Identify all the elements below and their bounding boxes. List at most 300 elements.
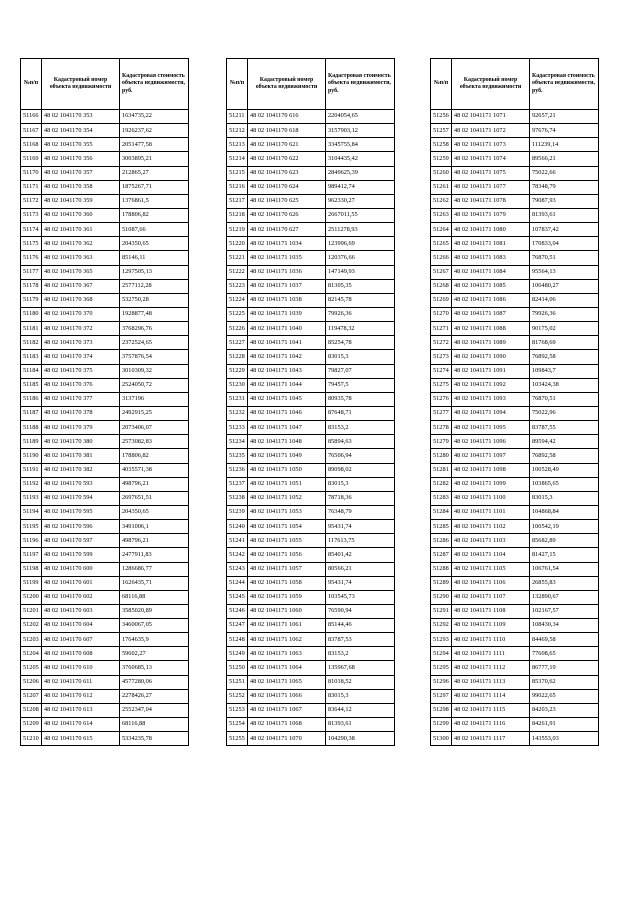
cell-cadastral-number: 48 02 1041170 380 bbox=[42, 435, 120, 449]
table-row bbox=[227, 647, 395, 661]
cell-cadastral-number: 48 02 1041170 603 bbox=[42, 604, 120, 618]
cell-cadastral-value: 170833,04 bbox=[530, 237, 599, 251]
cell-cadastral-value: 85401,42 bbox=[326, 548, 395, 562]
table-row bbox=[227, 463, 395, 477]
table-row bbox=[431, 661, 599, 675]
cell-cadastral-value: 1764635,9 bbox=[120, 633, 189, 647]
cell-row-number: 51252 bbox=[227, 689, 248, 703]
cell-cadastral-value: 83787,55 bbox=[530, 421, 599, 435]
cell-cadastral-number: 48 02 1041171 1056 bbox=[248, 548, 326, 562]
cell-row-number: 51267 bbox=[431, 265, 452, 279]
cell-row-number: 51240 bbox=[227, 520, 248, 534]
table-row bbox=[431, 110, 599, 124]
cell-cadastral-value: 89566,21 bbox=[530, 152, 599, 166]
cell-cadastral-value: 5334235,78 bbox=[120, 732, 189, 746]
header-cadastral-number: Кадастровый номер объекта недвижимости bbox=[42, 59, 120, 110]
cell-cadastral-number: 48 02 1041171 1094 bbox=[452, 406, 530, 420]
table-row bbox=[227, 110, 395, 124]
cell-cadastral-number: 48 02 1041171 1071 bbox=[452, 110, 530, 124]
table-row bbox=[431, 689, 599, 703]
cell-cadastral-value: 83787,53 bbox=[326, 633, 395, 647]
cell-cadastral-value: 119478,32 bbox=[326, 322, 395, 336]
table-row bbox=[227, 520, 395, 534]
cell-cadastral-value: 204350,65 bbox=[120, 237, 189, 251]
cell-cadastral-value: 78348,79 bbox=[530, 180, 599, 194]
table-row bbox=[227, 562, 395, 576]
cell-cadastral-value: 135967,68 bbox=[326, 661, 395, 675]
cell-cadastral-number: 48 02 1041170 625 bbox=[248, 194, 326, 208]
cell-cadastral-number: 48 02 1041170 353 bbox=[42, 110, 120, 124]
header-number: №п/п bbox=[431, 59, 452, 110]
cell-row-number: 51238 bbox=[227, 491, 248, 505]
cell-cadastral-number: 48 02 1041171 1079 bbox=[452, 208, 530, 222]
table-row bbox=[21, 223, 189, 237]
table-row bbox=[227, 718, 395, 732]
cell-cadastral-value: 83015,3 bbox=[326, 689, 395, 703]
table-row bbox=[21, 435, 189, 449]
cell-cadastral-value: 95431,74 bbox=[326, 520, 395, 534]
cell-row-number: 51258 bbox=[431, 138, 452, 152]
cell-row-number: 51195 bbox=[21, 520, 42, 534]
cell-cadastral-value: 962330,27 bbox=[326, 194, 395, 208]
cell-cadastral-number: 48 02 1041171 1055 bbox=[248, 534, 326, 548]
cell-cadastral-value: 1634735,22 bbox=[120, 110, 189, 124]
table-row bbox=[21, 336, 189, 350]
table-row bbox=[227, 124, 395, 138]
table-row bbox=[21, 548, 189, 562]
table-row bbox=[431, 406, 599, 420]
cell-cadastral-number: 48 02 1041171 1086 bbox=[452, 293, 530, 307]
cell-row-number: 51249 bbox=[227, 647, 248, 661]
table-row bbox=[431, 336, 599, 350]
cell-cadastral-value: 4577280,06 bbox=[120, 675, 189, 689]
cell-cadastral-value: 81393,61 bbox=[530, 208, 599, 222]
table-row bbox=[431, 463, 599, 477]
cell-cadastral-value: 84261,91 bbox=[530, 718, 599, 732]
cell-cadastral-number: 48 02 1041170 361 bbox=[42, 223, 120, 237]
cell-cadastral-value: 81427,15 bbox=[530, 548, 599, 562]
table-row bbox=[227, 208, 395, 222]
cell-cadastral-value: 81305,35 bbox=[326, 279, 395, 293]
cell-row-number: 51193 bbox=[21, 491, 42, 505]
cell-cadastral-value: 83153,2 bbox=[326, 647, 395, 661]
cell-cadastral-number: 48 02 1041171 1112 bbox=[452, 661, 530, 675]
cell-cadastral-value: 498796,21 bbox=[120, 477, 189, 491]
cell-cadastral-number: 48 02 1041170 367 bbox=[42, 279, 120, 293]
cell-cadastral-number: 48 02 1041171 1102 bbox=[452, 520, 530, 534]
cell-cadastral-number: 48 02 1041170 594 bbox=[42, 491, 120, 505]
cell-row-number: 51210 bbox=[21, 732, 42, 746]
cell-cadastral-value: 51087,66 bbox=[120, 223, 189, 237]
cell-cadastral-number: 48 02 1041171 1084 bbox=[452, 265, 530, 279]
table-row bbox=[431, 703, 599, 717]
table-row bbox=[227, 251, 395, 265]
table-row bbox=[431, 576, 599, 590]
cell-row-number: 51174 bbox=[21, 223, 42, 237]
cell-cadastral-value: 89098,02 bbox=[326, 463, 395, 477]
cell-cadastral-number: 48 02 1041171 1101 bbox=[452, 505, 530, 519]
cell-cadastral-value: 83015,3 bbox=[530, 491, 599, 505]
cell-cadastral-number: 48 02 1041170 358 bbox=[42, 180, 120, 194]
cell-row-number: 51215 bbox=[227, 166, 248, 180]
cell-cadastral-number: 48 02 1041170 601 bbox=[42, 576, 120, 590]
table-row bbox=[21, 293, 189, 307]
cell-cadastral-number: 48 02 1041171 1072 bbox=[452, 124, 530, 138]
cell-cadastral-value: 2204054,65 bbox=[326, 110, 395, 124]
cell-cadastral-number: 48 02 1041170 613 bbox=[42, 703, 120, 717]
cell-cadastral-number: 48 02 1041170 378 bbox=[42, 406, 120, 420]
table-row bbox=[227, 364, 395, 378]
cell-cadastral-number: 48 02 1041171 1060 bbox=[248, 604, 326, 618]
table-row bbox=[431, 491, 599, 505]
table-row bbox=[227, 406, 395, 420]
cell-row-number: 51262 bbox=[431, 194, 452, 208]
cell-cadastral-number: 48 02 1041171 1049 bbox=[248, 449, 326, 463]
table-row bbox=[431, 378, 599, 392]
cell-cadastral-number: 48 02 1041171 1067 bbox=[248, 703, 326, 717]
table-row bbox=[431, 718, 599, 732]
cell-cadastral-number: 48 02 1041170 593 bbox=[42, 477, 120, 491]
cell-cadastral-value: 1286686,77 bbox=[120, 562, 189, 576]
table-row bbox=[431, 633, 599, 647]
table-row bbox=[227, 350, 395, 364]
cell-row-number: 51283 bbox=[431, 491, 452, 505]
cell-row-number: 51289 bbox=[431, 576, 452, 590]
table-row bbox=[21, 647, 189, 661]
cell-cadastral-value: 120376,66 bbox=[326, 251, 395, 265]
cell-cadastral-number: 48 02 1041171 1078 bbox=[452, 194, 530, 208]
cell-cadastral-value: 143553,03 bbox=[530, 732, 599, 746]
cell-cadastral-value: 2573082,83 bbox=[120, 435, 189, 449]
cell-cadastral-value: 76892,58 bbox=[530, 350, 599, 364]
cell-row-number: 51187 bbox=[21, 406, 42, 420]
table-row bbox=[21, 590, 189, 604]
table-body bbox=[431, 110, 599, 746]
cell-row-number: 51264 bbox=[431, 223, 452, 237]
cell-cadastral-value: 3137196 bbox=[120, 392, 189, 406]
cell-cadastral-value: 68116,88 bbox=[120, 590, 189, 604]
cell-cadastral-number: 48 02 1041171 1044 bbox=[248, 378, 326, 392]
cell-row-number: 51263 bbox=[431, 208, 452, 222]
cell-row-number: 51286 bbox=[431, 534, 452, 548]
cell-cadastral-number: 48 02 1041170 596 bbox=[42, 520, 120, 534]
table-row bbox=[431, 604, 599, 618]
cell-cadastral-value: 76892,58 bbox=[530, 449, 599, 463]
cell-row-number: 51217 bbox=[227, 194, 248, 208]
cell-cadastral-number: 48 02 1041171 1051 bbox=[248, 477, 326, 491]
table-row bbox=[431, 520, 599, 534]
cell-cadastral-number: 48 02 1041171 1109 bbox=[452, 619, 530, 633]
table-row bbox=[227, 293, 395, 307]
cell-cadastral-value: 79087,93 bbox=[530, 194, 599, 208]
cell-cadastral-number: 48 02 1041171 1070 bbox=[248, 732, 326, 746]
cell-cadastral-value: 80566,21 bbox=[326, 562, 395, 576]
cell-cadastral-number: 48 02 1041170 615 bbox=[42, 732, 120, 746]
cell-cadastral-value: 84469,58 bbox=[530, 633, 599, 647]
cell-cadastral-number: 48 02 1041171 1036 bbox=[248, 265, 326, 279]
table-row bbox=[227, 322, 395, 336]
table-row bbox=[431, 237, 599, 251]
cell-cadastral-value: 3491006,1 bbox=[120, 520, 189, 534]
cell-cadastral-number: 48 02 1041171 1115 bbox=[452, 703, 530, 717]
header-number: №п/п bbox=[227, 59, 248, 110]
cell-cadastral-number: 48 02 1041171 1100 bbox=[452, 491, 530, 505]
cell-row-number: 51170 bbox=[21, 166, 42, 180]
cell-cadastral-value: 76506,94 bbox=[326, 449, 395, 463]
cell-cadastral-number: 48 02 1041171 1116 bbox=[452, 718, 530, 732]
cell-row-number: 51251 bbox=[227, 675, 248, 689]
table-row bbox=[21, 194, 189, 208]
cell-cadastral-value: 79926,36 bbox=[530, 307, 599, 321]
table-row bbox=[21, 505, 189, 519]
cell-cadastral-value: 100528,49 bbox=[530, 463, 599, 477]
cell-cadastral-number: 48 02 1041171 1042 bbox=[248, 350, 326, 364]
cell-row-number: 51188 bbox=[21, 421, 42, 435]
table-row bbox=[431, 619, 599, 633]
cell-row-number: 51173 bbox=[21, 208, 42, 222]
cell-row-number: 51259 bbox=[431, 152, 452, 166]
cell-row-number: 51177 bbox=[21, 265, 42, 279]
cell-cadastral-number: 48 02 1041170 599 bbox=[42, 548, 120, 562]
cell-cadastral-number: 48 02 1041170 595 bbox=[42, 505, 120, 519]
table-row bbox=[21, 718, 189, 732]
cell-row-number: 51290 bbox=[431, 590, 452, 604]
cell-cadastral-number: 48 02 1041171 1046 bbox=[248, 406, 326, 420]
cell-cadastral-number: 48 02 1041170 612 bbox=[42, 689, 120, 703]
cell-row-number: 51282 bbox=[431, 477, 452, 491]
cell-cadastral-value: 117613,75 bbox=[326, 534, 395, 548]
cell-cadastral-value: 87648,71 bbox=[326, 406, 395, 420]
cell-row-number: 51204 bbox=[21, 647, 42, 661]
cell-row-number: 51185 bbox=[21, 378, 42, 392]
table-row bbox=[21, 703, 189, 717]
cell-cadastral-value: 2524050,72 bbox=[120, 378, 189, 392]
table-row bbox=[431, 124, 599, 138]
table-row bbox=[431, 279, 599, 293]
table-row bbox=[21, 138, 189, 152]
cell-row-number: 51254 bbox=[227, 718, 248, 732]
cell-cadastral-number: 48 02 1041171 1088 bbox=[452, 322, 530, 336]
cell-row-number: 51269 bbox=[431, 293, 452, 307]
cell-cadastral-number: 48 02 1041170 627 bbox=[248, 223, 326, 237]
cell-cadastral-number: 48 02 1041171 1050 bbox=[248, 463, 326, 477]
cell-row-number: 51230 bbox=[227, 378, 248, 392]
cell-cadastral-value: 3003895,21 bbox=[120, 152, 189, 166]
cell-row-number: 51277 bbox=[431, 406, 452, 420]
cell-cadastral-value: 3104435,42 bbox=[326, 152, 395, 166]
cell-cadastral-value: 204350,65 bbox=[120, 505, 189, 519]
register-table-3 bbox=[430, 58, 599, 746]
cell-cadastral-value: 97676,74 bbox=[530, 124, 599, 138]
cell-row-number: 51176 bbox=[21, 251, 42, 265]
header-number: №п/п bbox=[21, 59, 42, 110]
cell-cadastral-value: 107837,42 bbox=[530, 223, 599, 237]
cell-row-number: 51255 bbox=[227, 732, 248, 746]
cell-cadastral-value: 95564,13 bbox=[530, 265, 599, 279]
cell-cadastral-number: 48 02 1041171 1077 bbox=[452, 180, 530, 194]
table-row bbox=[21, 265, 189, 279]
table-row bbox=[431, 435, 599, 449]
table-row bbox=[21, 520, 189, 534]
table-row bbox=[431, 732, 599, 746]
table-row bbox=[431, 421, 599, 435]
cell-cadastral-value: 3460067,05 bbox=[120, 619, 189, 633]
cell-cadastral-value: 76870,51 bbox=[530, 251, 599, 265]
cell-cadastral-number: 48 02 1041170 363 bbox=[42, 251, 120, 265]
cell-cadastral-value: 2492915,25 bbox=[120, 406, 189, 420]
cell-cadastral-number: 48 02 1041171 1048 bbox=[248, 435, 326, 449]
table-row bbox=[21, 661, 189, 675]
cell-cadastral-number: 48 02 1041171 1064 bbox=[248, 661, 326, 675]
table-row bbox=[431, 251, 599, 265]
cell-row-number: 51201 bbox=[21, 604, 42, 618]
cell-cadastral-number: 48 02 1041170 621 bbox=[248, 138, 326, 152]
cell-cadastral-value: 102167,57 bbox=[530, 604, 599, 618]
cell-cadastral-value: 104868,84 bbox=[530, 505, 599, 519]
table-row bbox=[431, 322, 599, 336]
cell-row-number: 51179 bbox=[21, 293, 42, 307]
cell-cadastral-value: 2278426,27 bbox=[120, 689, 189, 703]
table-row bbox=[431, 449, 599, 463]
cell-cadastral-value: 81393,61 bbox=[326, 718, 395, 732]
cell-row-number: 51180 bbox=[21, 307, 42, 321]
cell-row-number: 51293 bbox=[431, 633, 452, 647]
cell-cadastral-number: 48 02 1041170 602 bbox=[42, 590, 120, 604]
table-row bbox=[227, 534, 395, 548]
table-row bbox=[227, 435, 395, 449]
cell-cadastral-number: 48 02 1041171 1113 bbox=[452, 675, 530, 689]
cell-cadastral-value: 3757876,54 bbox=[120, 350, 189, 364]
cell-cadastral-number: 48 02 1041170 600 bbox=[42, 562, 120, 576]
cell-cadastral-value: 26855,83 bbox=[530, 576, 599, 590]
cell-row-number: 51235 bbox=[227, 449, 248, 463]
cell-cadastral-number: 48 02 1041171 1114 bbox=[452, 689, 530, 703]
cell-row-number: 51198 bbox=[21, 562, 42, 576]
cell-row-number: 51211 bbox=[227, 110, 248, 124]
cell-row-number: 51284 bbox=[431, 505, 452, 519]
cell-cadastral-number: 48 02 1041171 1054 bbox=[248, 520, 326, 534]
cell-row-number: 51168 bbox=[21, 138, 42, 152]
cell-cadastral-number: 48 02 1041171 1090 bbox=[452, 350, 530, 364]
cell-row-number: 51268 bbox=[431, 279, 452, 293]
cell-cadastral-value: 85894,63 bbox=[326, 435, 395, 449]
cell-row-number: 51232 bbox=[227, 406, 248, 420]
cell-row-number: 51245 bbox=[227, 590, 248, 604]
cell-cadastral-number: 48 02 1041171 1107 bbox=[452, 590, 530, 604]
cell-cadastral-number: 48 02 1041170 604 bbox=[42, 619, 120, 633]
cell-row-number: 51234 bbox=[227, 435, 248, 449]
cell-cadastral-number: 48 02 1041170 381 bbox=[42, 449, 120, 463]
cell-row-number: 51209 bbox=[21, 718, 42, 732]
table-row bbox=[227, 138, 395, 152]
cell-cadastral-value: 2552347,04 bbox=[120, 703, 189, 717]
cell-cadastral-number: 48 02 1041170 626 bbox=[248, 208, 326, 222]
cell-cadastral-value: 147149,93 bbox=[326, 265, 395, 279]
cell-cadastral-value: 108430,34 bbox=[530, 619, 599, 633]
cell-cadastral-number: 48 02 1041171 1062 bbox=[248, 633, 326, 647]
table-row bbox=[227, 223, 395, 237]
table-row bbox=[227, 604, 395, 618]
cell-row-number: 51216 bbox=[227, 180, 248, 194]
table-row bbox=[431, 534, 599, 548]
cell-cadastral-number: 48 02 1041171 1083 bbox=[452, 251, 530, 265]
table-row bbox=[227, 633, 395, 647]
table-row bbox=[431, 392, 599, 406]
table-row bbox=[21, 180, 189, 194]
table-row bbox=[21, 307, 189, 321]
table-row bbox=[21, 322, 189, 336]
cell-cadastral-value: 83153,2 bbox=[326, 421, 395, 435]
cell-row-number: 51229 bbox=[227, 364, 248, 378]
cell-cadastral-number: 48 02 1041170 616 bbox=[248, 110, 326, 124]
table-row bbox=[21, 619, 189, 633]
cell-row-number: 51266 bbox=[431, 251, 452, 265]
table-row bbox=[21, 576, 189, 590]
cell-cadastral-number: 48 02 1041171 1089 bbox=[452, 336, 530, 350]
cell-cadastral-value: 106480,27 bbox=[530, 279, 599, 293]
cell-cadastral-number: 48 02 1041171 1035 bbox=[248, 251, 326, 265]
table-header-row bbox=[227, 59, 395, 110]
cell-cadastral-value: 3010309,32 bbox=[120, 364, 189, 378]
cell-row-number: 51265 bbox=[431, 237, 452, 251]
cell-cadastral-number: 48 02 1041171 1117 bbox=[452, 732, 530, 746]
cell-row-number: 51194 bbox=[21, 505, 42, 519]
register-table-2 bbox=[226, 58, 395, 746]
cell-row-number: 51256 bbox=[431, 110, 452, 124]
cell-cadastral-number: 48 02 1041171 1041 bbox=[248, 336, 326, 350]
table-row bbox=[227, 237, 395, 251]
cell-row-number: 51236 bbox=[227, 463, 248, 477]
cell-cadastral-number: 48 02 1041171 1066 bbox=[248, 689, 326, 703]
cell-row-number: 51222 bbox=[227, 265, 248, 279]
cell-cadastral-number: 48 02 1041171 1037 bbox=[248, 279, 326, 293]
cell-cadastral-value: 83015,3 bbox=[326, 350, 395, 364]
cell-row-number: 51208 bbox=[21, 703, 42, 717]
cell-cadastral-number: 48 02 1041171 1040 bbox=[248, 322, 326, 336]
cell-cadastral-number: 48 02 1041170 376 bbox=[42, 378, 120, 392]
table-row bbox=[431, 307, 599, 321]
header-cadastral-value: Кадастровая стоимость объекта недвижимости, руб. bbox=[120, 59, 189, 110]
cell-row-number: 51270 bbox=[431, 307, 452, 321]
cell-cadastral-value: 85370,62 bbox=[530, 675, 599, 689]
cell-cadastral-value: 85144,46 bbox=[326, 619, 395, 633]
cell-row-number: 51257 bbox=[431, 124, 452, 138]
cell-cadastral-value: 132890,67 bbox=[530, 590, 599, 604]
cell-cadastral-value: 4035571,38 bbox=[120, 463, 189, 477]
cell-cadastral-number: 48 02 1041171 1098 bbox=[452, 463, 530, 477]
cell-cadastral-number: 48 02 1041170 354 bbox=[42, 124, 120, 138]
table-row bbox=[21, 364, 189, 378]
header-cadastral-value: Кадастровая стоимость объекта недвижимости, руб. bbox=[326, 59, 395, 110]
cell-row-number: 51167 bbox=[21, 124, 42, 138]
cell-cadastral-number: 48 02 1041171 1103 bbox=[452, 534, 530, 548]
table-row bbox=[227, 421, 395, 435]
cell-cadastral-number: 48 02 1041171 1039 bbox=[248, 307, 326, 321]
cell-cadastral-number: 48 02 1041170 379 bbox=[42, 421, 120, 435]
table-row bbox=[227, 265, 395, 279]
cell-cadastral-value: 99022,65 bbox=[530, 689, 599, 703]
cell-cadastral-number: 48 02 1041170 370 bbox=[42, 307, 120, 321]
cell-cadastral-number: 48 02 1041170 374 bbox=[42, 350, 120, 364]
cell-row-number: 51272 bbox=[431, 336, 452, 350]
table-row bbox=[21, 406, 189, 420]
table-row bbox=[21, 604, 189, 618]
cell-cadastral-number: 48 02 1041170 375 bbox=[42, 364, 120, 378]
table-row bbox=[227, 590, 395, 604]
cell-row-number: 51288 bbox=[431, 562, 452, 576]
cell-row-number: 51199 bbox=[21, 576, 42, 590]
table-row bbox=[227, 307, 395, 321]
